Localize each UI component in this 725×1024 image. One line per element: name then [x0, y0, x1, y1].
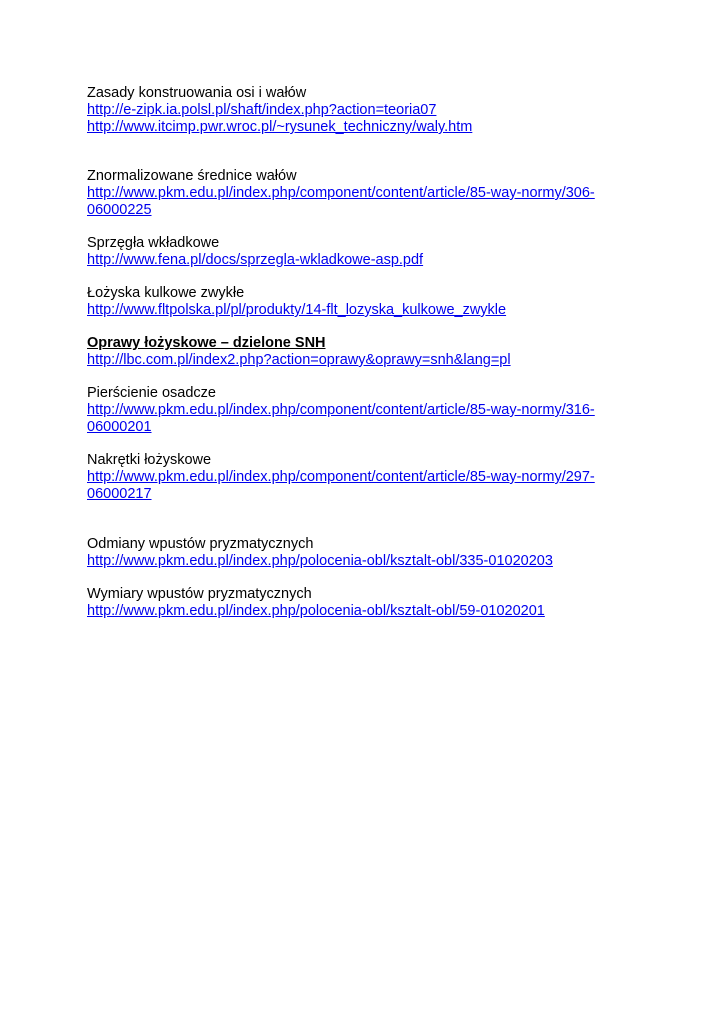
entry-link[interactable]: http://www.pkm.edu.pl/index.php/polocenia-obl/ksztalt-obl/335-01020203 [87, 553, 553, 569]
entry-link[interactable]: http://lbc.com.pl/index2.php?action=oprawy&oprawy=snh&lang=pl [87, 352, 511, 368]
entry-link[interactable]: http://www.pkm.edu.pl/index.php/component/content/article/85-way-normy/306- [87, 185, 595, 201]
entry-heading: Odmiany wpustów pryzmatycznych [87, 536, 314, 552]
entry-heading: Nakrętki łożyskowe [87, 452, 212, 468]
entry-shaft-diameters [87, 168, 627, 219]
entry-heading: Łożyska kulkowe zwykłe [87, 285, 245, 301]
entry-link[interactable]: http://www.itcimp.pwr.wroc.pl/~rysunek_techniczny/waly.htm [87, 119, 473, 135]
entry-heading: Pierścienie osadcze [87, 385, 216, 401]
entry-heading: Oprawy łożyskowe – dzielone SNH [87, 335, 326, 351]
entry-retaining-rings [87, 385, 627, 436]
entry-heading: Zasady konstruowania osi i wałów [87, 85, 307, 101]
entry-link[interactable]: http://www.pkm.edu.pl/index.php/component/content/article/85-way-normy/316- [87, 402, 595, 418]
entry-heading: Znormalizowane średnice wałów [87, 168, 297, 184]
entry-bearing-housings [87, 335, 627, 369]
entry-heading: Wymiary wpustów pryzmatycznych [87, 586, 312, 602]
entry-key-dimensions [87, 586, 627, 620]
entry-link[interactable]: http://e-zipk.ia.polsl.pl/shaft/index.php?action=teoria07 [87, 102, 437, 118]
entry-couplings [87, 235, 627, 269]
entry-link[interactable]: http://www.pkm.edu.pl/index.php/component/content/article/85-way-normy/297- [87, 469, 595, 485]
entry-bearing-nuts [87, 452, 627, 503]
entry-link[interactable]: http://www.pkm.edu.pl/index.php/polocenia-obl/ksztalt-obl/59-01020201 [87, 603, 545, 619]
entry-shaft-design [87, 85, 627, 136]
entry-link-continuation[interactable]: 06000225 [87, 202, 152, 218]
entry-link-continuation[interactable]: 06000217 [87, 486, 152, 502]
entry-link[interactable]: http://www.fena.pl/docs/sprzegla-wkladkowe-asp.pdf [87, 252, 424, 268]
entry-key-variants [87, 536, 627, 570]
entry-heading: Sprzęgła wkładkowe [87, 235, 220, 251]
document-page [87, 85, 627, 620]
entry-link-continuation[interactable]: 06000201 [87, 419, 152, 435]
entry-link[interactable]: http://www.fltpolska.pl/pl/produkty/14-flt_lozyska_kulkowe_zwykle [87, 302, 507, 318]
entry-ball-bearings [87, 285, 627, 319]
